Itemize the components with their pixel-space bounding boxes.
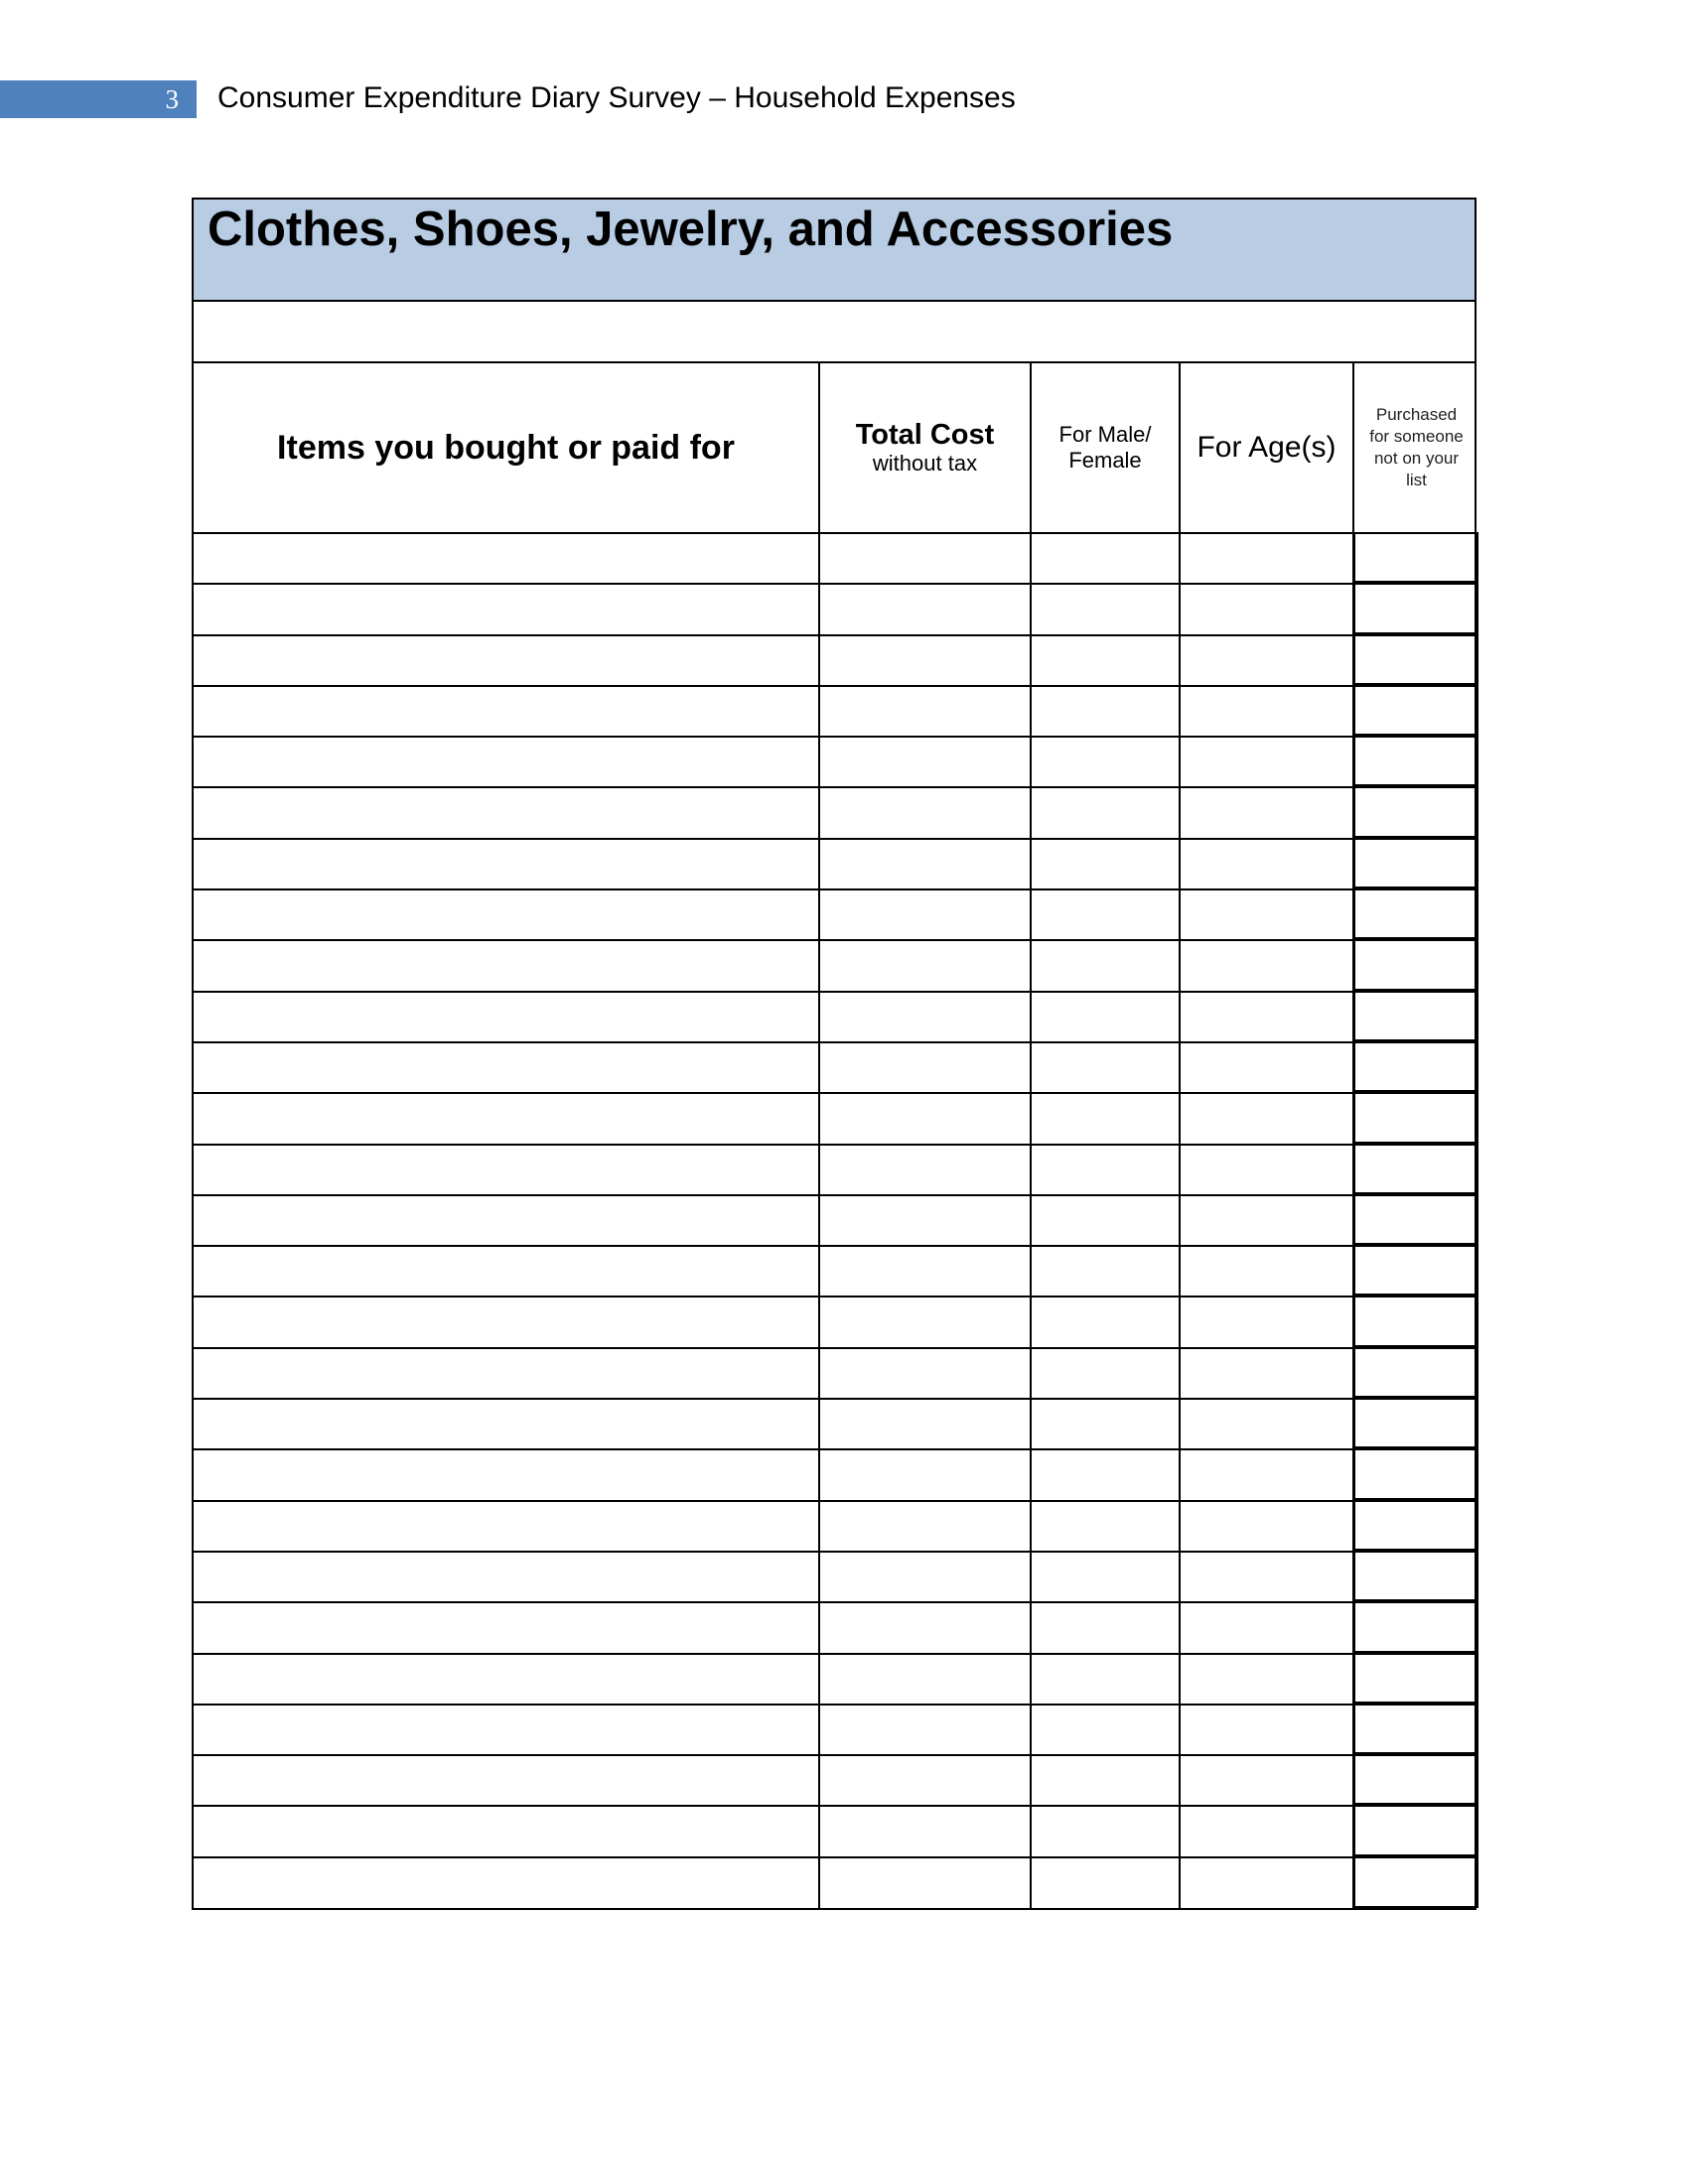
item-cell[interactable] bbox=[194, 889, 819, 940]
total-cost-cell[interactable] bbox=[819, 787, 1031, 838]
entry-row bbox=[194, 1195, 1478, 1246]
item-cell[interactable] bbox=[194, 584, 819, 634]
ages-cell[interactable] bbox=[1180, 992, 1353, 1042]
total-cost-cell[interactable] bbox=[819, 1348, 1031, 1399]
items-header-label: Items you bought or paid for bbox=[277, 428, 735, 467]
item-cell[interactable] bbox=[194, 1145, 819, 1195]
other-person-label-line3: not on your bbox=[1373, 449, 1460, 468]
column-header-male-female bbox=[1031, 363, 1180, 533]
male-female-cell[interactable] bbox=[1031, 839, 1180, 889]
total-cost-cell[interactable] bbox=[819, 1449, 1031, 1500]
entry-row bbox=[194, 1654, 1478, 1705]
male-female-cell[interactable] bbox=[1031, 1755, 1180, 1806]
other-person-cell[interactable] bbox=[1353, 1755, 1478, 1806]
item-cell[interactable] bbox=[194, 1449, 819, 1500]
other-person-cell[interactable] bbox=[1353, 940, 1478, 991]
item-cell[interactable] bbox=[194, 1042, 819, 1093]
other-person-cell[interactable] bbox=[1353, 1602, 1478, 1653]
entries-table bbox=[194, 363, 1478, 1908]
ages-cell[interactable] bbox=[1180, 584, 1353, 634]
ages-cell[interactable] bbox=[1180, 533, 1353, 584]
other-person-cell[interactable] bbox=[1353, 1857, 1478, 1908]
other-person-label-line2: for someone bbox=[1369, 427, 1464, 446]
male-female-cell[interactable] bbox=[1031, 1857, 1180, 1908]
ages-cell[interactable] bbox=[1180, 787, 1353, 838]
entry-row bbox=[194, 1093, 1478, 1144]
other-person-cell[interactable] bbox=[1353, 1246, 1478, 1297]
entry-row bbox=[194, 686, 1478, 737]
ages-cell[interactable] bbox=[1180, 1399, 1353, 1449]
entry-row bbox=[194, 1857, 1478, 1908]
total-cost-cell[interactable] bbox=[819, 1246, 1031, 1297]
column-header-ages bbox=[1180, 363, 1353, 533]
item-cell[interactable] bbox=[194, 940, 819, 991]
entry-row bbox=[194, 1806, 1478, 1856]
other-person-cell[interactable] bbox=[1353, 737, 1478, 787]
total-cost-cell[interactable] bbox=[819, 1399, 1031, 1449]
total-cost-cell[interactable] bbox=[819, 1042, 1031, 1093]
column-header-other-person bbox=[1353, 363, 1478, 533]
entry-row bbox=[194, 533, 1478, 584]
item-cell[interactable] bbox=[194, 1195, 819, 1246]
other-person-cell[interactable] bbox=[1353, 1654, 1478, 1705]
item-cell[interactable] bbox=[194, 533, 819, 584]
entry-row bbox=[194, 889, 1478, 940]
ages-cell[interactable] bbox=[1180, 1857, 1353, 1908]
column-header-items bbox=[194, 363, 819, 533]
male-female-cell[interactable] bbox=[1031, 1449, 1180, 1500]
ages-label: For Age(s) bbox=[1196, 431, 1336, 464]
ages-cell[interactable] bbox=[1180, 686, 1353, 737]
entry-row bbox=[194, 1449, 1478, 1500]
ages-cell[interactable] bbox=[1180, 1195, 1353, 1246]
male-female-cell[interactable] bbox=[1031, 787, 1180, 838]
total-cost-cell[interactable] bbox=[819, 1857, 1031, 1908]
male-female-label-line2: Female bbox=[1068, 448, 1142, 473]
male-female-cell[interactable] bbox=[1031, 686, 1180, 737]
male-female-cell[interactable] bbox=[1031, 940, 1180, 991]
other-person-cell[interactable] bbox=[1353, 1806, 1478, 1856]
entry-row bbox=[194, 1552, 1478, 1602]
male-female-cell[interactable] bbox=[1031, 1348, 1180, 1399]
page-number-bar bbox=[0, 80, 197, 118]
male-female-cell[interactable] bbox=[1031, 1602, 1180, 1653]
item-cell[interactable] bbox=[194, 787, 819, 838]
male-female-cell[interactable] bbox=[1031, 1093, 1180, 1144]
entry-row bbox=[194, 1246, 1478, 1297]
male-female-cell[interactable] bbox=[1031, 1145, 1180, 1195]
total-cost-cell[interactable] bbox=[819, 1654, 1031, 1705]
other-person-cell[interactable] bbox=[1353, 1042, 1478, 1093]
male-female-cell[interactable] bbox=[1031, 1297, 1180, 1347]
total-cost-cell[interactable] bbox=[819, 584, 1031, 634]
other-person-label-line1: Purchased bbox=[1375, 405, 1458, 424]
other-person-cell[interactable] bbox=[1353, 1449, 1478, 1500]
total-cost-cell[interactable] bbox=[819, 1195, 1031, 1246]
entry-row bbox=[194, 1145, 1478, 1195]
male-female-cell[interactable] bbox=[1031, 1042, 1180, 1093]
male-female-cell[interactable] bbox=[1031, 635, 1180, 686]
entry-rows bbox=[194, 533, 1478, 1908]
total-cost-cell[interactable] bbox=[819, 737, 1031, 787]
entry-row bbox=[194, 1602, 1478, 1653]
male-female-cell[interactable] bbox=[1031, 584, 1180, 634]
entry-row bbox=[194, 1042, 1478, 1093]
total-cost-cell[interactable] bbox=[819, 1602, 1031, 1653]
ages-cell[interactable] bbox=[1180, 1602, 1353, 1653]
other-person-cell[interactable] bbox=[1353, 889, 1478, 940]
item-cell[interactable] bbox=[194, 992, 819, 1042]
item-cell[interactable] bbox=[194, 1246, 819, 1297]
ages-cell[interactable] bbox=[1180, 1552, 1353, 1602]
ages-cell[interactable] bbox=[1180, 635, 1353, 686]
item-cell[interactable] bbox=[194, 1705, 819, 1755]
male-female-label-line1: For Male/ bbox=[1058, 422, 1152, 447]
other-person-cell[interactable] bbox=[1353, 686, 1478, 737]
ages-cell[interactable] bbox=[1180, 1145, 1353, 1195]
entry-row bbox=[194, 1705, 1478, 1755]
section-banner bbox=[194, 200, 1475, 302]
total-cost-cell[interactable] bbox=[819, 533, 1031, 584]
ages-cell[interactable] bbox=[1180, 1755, 1353, 1806]
other-person-cell[interactable] bbox=[1353, 992, 1478, 1042]
male-female-cell[interactable] bbox=[1031, 1654, 1180, 1705]
entry-row bbox=[194, 635, 1478, 686]
total-cost-cell[interactable] bbox=[819, 839, 1031, 889]
other-person-label-line4: list bbox=[1406, 471, 1427, 489]
ages-cell[interactable] bbox=[1180, 940, 1353, 991]
other-person-cell[interactable] bbox=[1353, 787, 1478, 838]
other-person-cell[interactable] bbox=[1353, 1093, 1478, 1144]
item-cell[interactable] bbox=[194, 1654, 819, 1705]
other-person-cell[interactable] bbox=[1353, 1348, 1478, 1399]
other-person-cell[interactable] bbox=[1353, 1501, 1478, 1552]
ages-cell[interactable] bbox=[1180, 1705, 1353, 1755]
total-cost-sublabel: without tax bbox=[872, 451, 978, 476]
entry-row bbox=[194, 1348, 1478, 1399]
item-cell[interactable] bbox=[194, 737, 819, 787]
item-cell[interactable] bbox=[194, 1602, 819, 1653]
item-cell[interactable] bbox=[194, 1755, 819, 1806]
column-header-total-cost bbox=[819, 363, 1031, 533]
entry-row bbox=[194, 787, 1478, 838]
total-cost-cell[interactable] bbox=[819, 1806, 1031, 1856]
other-person-cell[interactable] bbox=[1353, 584, 1478, 634]
ages-cell[interactable] bbox=[1180, 1348, 1353, 1399]
total-cost-cell[interactable] bbox=[819, 1297, 1031, 1347]
document-title: Consumer Expenditure Diary Survey – Household Expenses bbox=[217, 81, 1016, 114]
page-number: 3 bbox=[165, 84, 179, 114]
column-header-row bbox=[194, 363, 1478, 533]
ages-cell[interactable] bbox=[1180, 889, 1353, 940]
male-female-cell[interactable] bbox=[1031, 533, 1180, 584]
total-cost-cell[interactable] bbox=[819, 1552, 1031, 1602]
entry-row bbox=[194, 992, 1478, 1042]
item-cell[interactable] bbox=[194, 1348, 819, 1399]
item-cell[interactable] bbox=[194, 1552, 819, 1602]
other-person-cell[interactable] bbox=[1353, 1195, 1478, 1246]
male-female-cell[interactable] bbox=[1031, 1501, 1180, 1552]
total-cost-cell[interactable] bbox=[819, 1145, 1031, 1195]
total-cost-cell[interactable] bbox=[819, 686, 1031, 737]
item-cell[interactable] bbox=[194, 839, 819, 889]
ages-cell[interactable] bbox=[1180, 1246, 1353, 1297]
ages-cell[interactable] bbox=[1180, 1806, 1353, 1856]
total-cost-cell[interactable] bbox=[819, 635, 1031, 686]
male-female-cell[interactable] bbox=[1031, 1246, 1180, 1297]
page-header bbox=[0, 80, 1092, 118]
other-person-cell[interactable] bbox=[1353, 1399, 1478, 1449]
total-cost-cell[interactable] bbox=[819, 1755, 1031, 1806]
total-cost-cell[interactable] bbox=[819, 1093, 1031, 1144]
entry-row bbox=[194, 737, 1478, 787]
entry-row bbox=[194, 584, 1478, 634]
male-female-cell[interactable] bbox=[1031, 1705, 1180, 1755]
total-cost-cell[interactable] bbox=[819, 1705, 1031, 1755]
ages-cell[interactable] bbox=[1180, 839, 1353, 889]
expense-form bbox=[192, 198, 1477, 1910]
item-cell[interactable] bbox=[194, 1399, 819, 1449]
ages-cell[interactable] bbox=[1180, 737, 1353, 787]
male-female-cell[interactable] bbox=[1031, 1806, 1180, 1856]
other-person-cell[interactable] bbox=[1353, 635, 1478, 686]
item-cell[interactable] bbox=[194, 1093, 819, 1144]
male-female-cell[interactable] bbox=[1031, 737, 1180, 787]
other-person-cell[interactable] bbox=[1353, 1552, 1478, 1602]
item-cell[interactable] bbox=[194, 635, 819, 686]
total-cost-cell[interactable] bbox=[819, 992, 1031, 1042]
ages-cell[interactable] bbox=[1180, 1042, 1353, 1093]
male-female-cell[interactable] bbox=[1031, 992, 1180, 1042]
entry-row bbox=[194, 1501, 1478, 1552]
other-person-cell[interactable] bbox=[1353, 1145, 1478, 1195]
entry-row bbox=[194, 1755, 1478, 1806]
male-female-cell[interactable] bbox=[1031, 1552, 1180, 1602]
male-female-cell[interactable] bbox=[1031, 1399, 1180, 1449]
item-cell[interactable] bbox=[194, 1806, 819, 1856]
item-cell[interactable] bbox=[194, 1297, 819, 1347]
other-person-cell[interactable] bbox=[1353, 1297, 1478, 1347]
section-title: Clothes, Shoes, Jewelry, and Accessories bbox=[208, 203, 1174, 256]
ages-cell[interactable] bbox=[1180, 1501, 1353, 1552]
ages-cell[interactable] bbox=[1180, 1093, 1353, 1144]
other-person-cell[interactable] bbox=[1353, 839, 1478, 889]
ages-cell[interactable] bbox=[1180, 1654, 1353, 1705]
item-cell[interactable] bbox=[194, 686, 819, 737]
ages-cell[interactable] bbox=[1180, 1297, 1353, 1347]
entry-row bbox=[194, 1297, 1478, 1347]
other-person-cell[interactable] bbox=[1353, 533, 1478, 584]
male-female-cell[interactable] bbox=[1031, 1195, 1180, 1246]
entry-row bbox=[194, 839, 1478, 889]
item-cell[interactable] bbox=[194, 1501, 819, 1552]
other-person-cell[interactable] bbox=[1353, 1705, 1478, 1755]
item-cell[interactable] bbox=[194, 1857, 819, 1908]
total-cost-cell[interactable] bbox=[819, 1501, 1031, 1552]
male-female-cell[interactable] bbox=[1031, 889, 1180, 940]
ages-cell[interactable] bbox=[1180, 1449, 1353, 1500]
total-cost-label: Total Cost bbox=[855, 419, 995, 451]
total-cost-cell[interactable] bbox=[819, 940, 1031, 991]
total-cost-cell[interactable] bbox=[819, 889, 1031, 940]
entry-row bbox=[194, 940, 1478, 991]
entry-row bbox=[194, 1399, 1478, 1449]
spacer-row bbox=[194, 302, 1475, 363]
